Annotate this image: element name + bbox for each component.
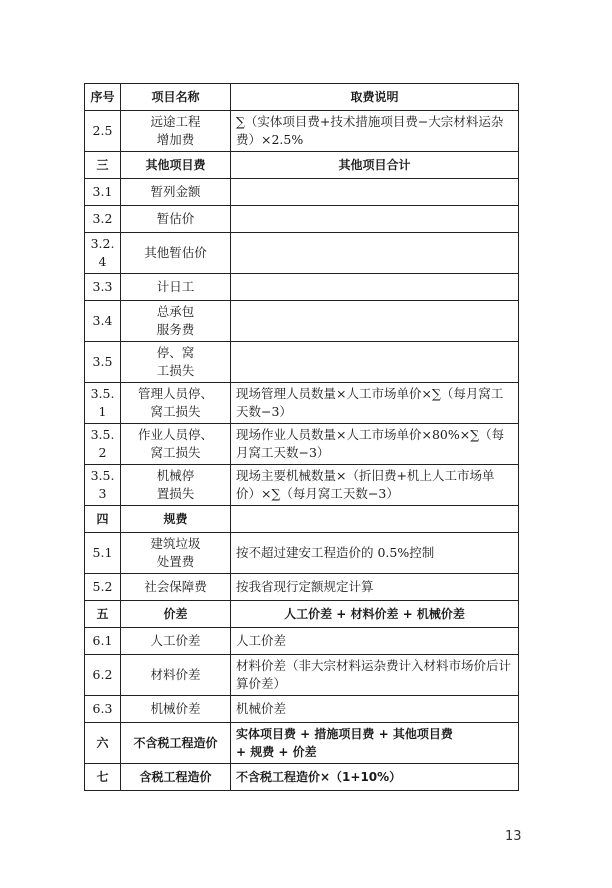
row-item-name: 价差 [121, 601, 231, 628]
row-fee-description: 其他项目合计 [231, 152, 519, 179]
row-item-name: 停、窝 工损失 [121, 342, 231, 383]
row-number: 三 [85, 152, 121, 179]
row-fee-description: 现场作业人员数量×人工市场单价×80%×∑（每月窝工天数−3） [231, 424, 519, 465]
table-row [85, 764, 519, 791]
table-row [85, 342, 519, 383]
row-number: 3.2 [85, 206, 121, 233]
table-row [85, 465, 519, 506]
row-fee-description: ∑（实体项目费+技术措施项目费−大宗材料运杂费）×2.5% [231, 111, 519, 152]
row-fee-description: 材料价差（非大宗材料运杂费计入材料市场价后计算价差） [231, 655, 519, 696]
row-fee-description [231, 206, 519, 233]
row-item-name: 计日工 [121, 274, 231, 301]
row-number: 2.5 [85, 111, 121, 152]
page-number: 13 [505, 829, 522, 844]
header-no: 序号 [85, 84, 121, 111]
fee-table [84, 83, 519, 791]
row-item-name: 其他项目费 [121, 152, 231, 179]
row-fee-description [231, 274, 519, 301]
row-item-name: 建筑垃圾 处置费 [121, 533, 231, 574]
table-row [85, 424, 519, 465]
row-fee-description: 现场管理人员数量×人工市场单价×∑（每月窝工天数−3） [231, 383, 519, 424]
row-number: 5.2 [85, 574, 121, 601]
row-item-name: 不含税工程造价 [121, 723, 231, 764]
header-row [85, 84, 519, 111]
row-item-name: 作业人员停、 窝工损失 [121, 424, 231, 465]
row-number: 3.3 [85, 274, 121, 301]
row-item-name: 远途工程 增加费 [121, 111, 231, 152]
row-item-name: 机械停 置损失 [121, 465, 231, 506]
table-row [85, 574, 519, 601]
row-item-name: 规费 [121, 506, 231, 533]
row-fee-description: 机械价差 [231, 696, 519, 723]
row-item-name: 暂估价 [121, 206, 231, 233]
table-row [85, 533, 519, 574]
table-row [85, 506, 519, 533]
table-row [85, 233, 519, 274]
row-item-name: 暂列金额 [121, 179, 231, 206]
row-number: 3.4 [85, 301, 121, 342]
row-number: 七 [85, 764, 121, 791]
table-row [85, 111, 519, 152]
header-name: 项目名称 [121, 84, 231, 111]
row-fee-description [231, 179, 519, 206]
row-number: 3.5.2 [85, 424, 121, 465]
row-item-name: 含税工程造价 [121, 764, 231, 791]
table-row [85, 628, 519, 655]
row-number: 3.5.1 [85, 383, 121, 424]
row-item-name: 社会保障费 [121, 574, 231, 601]
table-row [85, 655, 519, 696]
table-row [85, 274, 519, 301]
row-fee-description: 人工价差 + 材料价差 + 机械价差 [231, 601, 519, 628]
row-number: 6.2 [85, 655, 121, 696]
row-item-name: 其他暂估价 [121, 233, 231, 274]
table-body [85, 111, 519, 791]
row-fee-description: 人工价差 [231, 628, 519, 655]
row-number: 6.1 [85, 628, 121, 655]
row-number: 六 [85, 723, 121, 764]
row-number: 3.5 [85, 342, 121, 383]
row-fee-description: 按不超过建安工程造价的 0.5%控制 [231, 533, 519, 574]
table-row [85, 383, 519, 424]
row-number: 3.1 [85, 179, 121, 206]
row-fee-description [231, 233, 519, 274]
row-number: 3.2.4 [85, 233, 121, 274]
table-row [85, 301, 519, 342]
row-number: 6.3 [85, 696, 121, 723]
row-item-name: 人工价差 [121, 628, 231, 655]
row-fee-description: 按我省现行定额规定计算 [231, 574, 519, 601]
table-row [85, 179, 519, 206]
row-fee-description [231, 342, 519, 383]
row-fee-description [231, 506, 519, 533]
row-item-name: 机械价差 [121, 696, 231, 723]
row-fee-description [231, 301, 519, 342]
table-row [85, 206, 519, 233]
row-fee-description: 现场主要机械数量×（折旧费+机上人工市场单价）×∑（每月窝工天数−3） [231, 465, 519, 506]
row-fee-description: 实体项目费 + 措施项目费 + 其他项目费 + 规费 + 价差 [231, 723, 519, 764]
table-row [85, 601, 519, 628]
row-number: 3.5.3 [85, 465, 121, 506]
header-desc: 取费说明 [231, 84, 519, 111]
row-number: 五 [85, 601, 121, 628]
row-item-name: 管理人员停、 窝工损失 [121, 383, 231, 424]
table-row [85, 152, 519, 179]
row-fee-description: 不含税工程造价×（1+10%） [231, 764, 519, 791]
row-item-name: 总承包 服务费 [121, 301, 231, 342]
row-number: 5.1 [85, 533, 121, 574]
row-number: 四 [85, 506, 121, 533]
table-row [85, 723, 519, 764]
table-row [85, 696, 519, 723]
row-item-name: 材料价差 [121, 655, 231, 696]
